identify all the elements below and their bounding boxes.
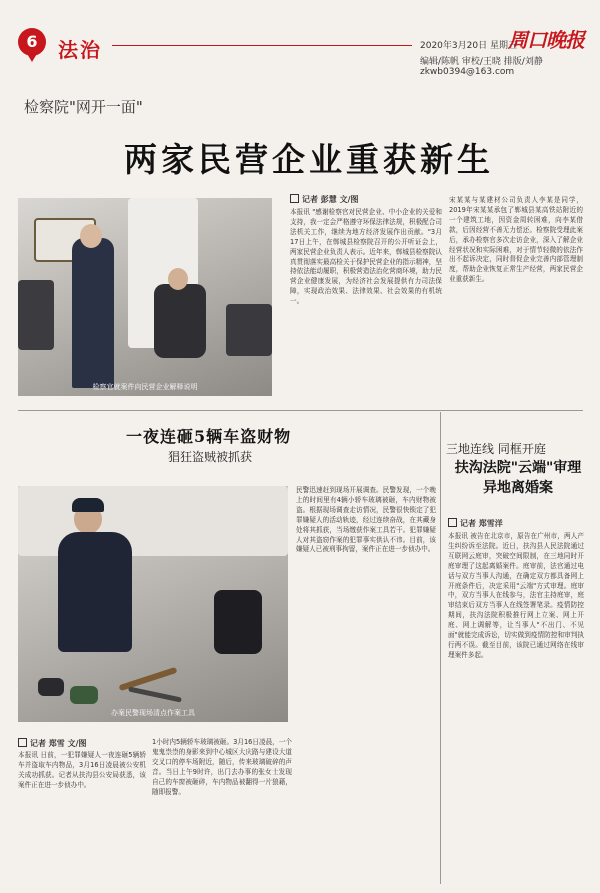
story1-byline: 记者 彭慧 文/图 [290, 194, 359, 205]
story3-kicker: 三地连线 同框开庭 [446, 442, 546, 456]
policeman-figure [58, 532, 132, 652]
story1-kicker: 检察院"网开一面" [24, 98, 143, 116]
story2-col2: 1小时内5辆轿车玻璃被砸。3月16日凌晨，一个鬼鬼祟祟的身影来到中心城区大庆路与建设大道交叉口的停车场附近，随后，传来玻璃破碎的声音。当日上午9时许，出门去办事的张女士发现自己的车窗被砸碎，车内物品被翻得一片狼藉，随即报警。 [152, 738, 292, 796]
story1-col2: 宋某某与某建材公司负责人李某是同学，2019年宋某某承包了郸城县某高铁站附近的一个建筑工地，因资金周转困难，向李某借款，后因经营不善无力偿还。检察院受理此案后，承办检察官多次走访企业，深入了解企业经营状况和实际困难，对于情节轻微的依法作出不起诉决定，同时督促企业完善内部管理制度，帮助企业恢复正常生产经营，两家民营企业重获新生。 [449, 196, 583, 284]
glove-1 [38, 678, 64, 696]
story-divider [18, 410, 583, 411]
newspaper-logo: 周口晚报 [508, 28, 584, 52]
seated-man-figure [154, 284, 206, 358]
story2-byline: 记者 郑雪 文/图 [18, 738, 87, 749]
crowbar-tool [119, 667, 178, 691]
armchair [226, 304, 272, 356]
story1-col1: 本报讯 "感谢检察官对民营企业、中小企业的关爱和支持，我一定会严格遵守环保法律法规，积极配合司法机关工作，继续为地方经济发展作出贡献。"3月17日上午，在郸城县检察院召开的公开听证会上，两家民营企业负责人表示。近年来，郸城县检察院认真贯彻落实最高检关于保护民营企业的指示精神，坚持依法能动履职，积极营造法治化营商环境，助力民营企业健康发展，为经济社会发展提供有力司法保障，实现政治效果、法律效果、社会效果的有机统一。 [290, 208, 442, 306]
page-header [0, 0, 600, 77]
glove-2 [70, 686, 98, 704]
story1-headline: 两家民营企业重获新生 [124, 140, 494, 179]
left-chair [18, 280, 54, 350]
standing-officer-figure [72, 238, 114, 388]
story2-col1: 本报讯 日前，一犯罪嫌疑人一夜连砸5辆轿车并盗取车内物品，3月16日凌晨被公安机关成功抓获。记者从扶沟县公安局获悉，该案件正在进一步侦办中。 [18, 751, 146, 789]
section-title: 法治 [58, 38, 102, 62]
story2-subhead: 猖狂盗贼被抓获 [168, 450, 253, 464]
police-cap [72, 498, 104, 512]
black-backpack [214, 590, 262, 654]
officer-head [80, 224, 102, 248]
story3-byline: 记者 郑雪洋 [448, 518, 503, 529]
story3-col1: 本报讯 被告在北京市，原告在广州市，两人产生纠纷诉至法院。近日，扶沟县人民法院通过互联网云庭审，突破空间限制，在三地同时开庭审理了这起离婚案件。庭审前，法官通过电话与双方当事人沟通，在确定双方都具备网上开庭条件后，决定采用"云端"方式审理。庭审中，双方当事人在线参与，法官主持庭审，庭审结束后双方当事人在线签署笔录。疫情防控期间，扶沟法院积极推行网上立案、网上开庭、网上调解等，让当事人"不出门、不见面"就能完成诉讼，切实做到疫情防控和审判执行两不误。截至目前，该院已通过网络在线审理案件多起。 [448, 532, 584, 659]
editor-line: 编辑/陈帆 审校/王晓 排版/刘静 zkwb0394@163.com [420, 57, 543, 77]
story2-photo [18, 486, 288, 722]
hammer-tool [128, 686, 182, 702]
column-divider [440, 412, 441, 884]
story2-headline: 一夜连砸5辆车盗财物 [126, 427, 292, 446]
date-line: 2020年3月20日 星期五 [420, 41, 517, 51]
header-divider [112, 45, 412, 46]
story1-photo [18, 198, 272, 396]
story2-col3: 民警迅速赶到现场开展调查。民警发现，一个晚上的时间里有4辆小轿车玻璃被砸，车内财物被盗。根据现场调查走访情况，民警很快锁定了犯罪嫌疑人的活动轨迹，经过连续奋战，在其藏身处将其抓获，当场缴获作案工具若干。犯罪嫌疑人对其盗窃作案的犯罪事实供认不讳。目前，该嫌疑人已被刑事拘留，案件正在进一步侦办中。 [296, 486, 436, 554]
story1-photo-caption: 检察官就案件向民营企业解释说明 [92, 383, 198, 391]
seated-man-head [168, 268, 188, 290]
page-number-badge: 6 [18, 28, 46, 56]
story2-photo-caption: 办案民警现场清点作案工具 [111, 709, 195, 717]
story3-headline: 扶沟法院"云端"审理异地离婚案 [454, 460, 582, 496]
